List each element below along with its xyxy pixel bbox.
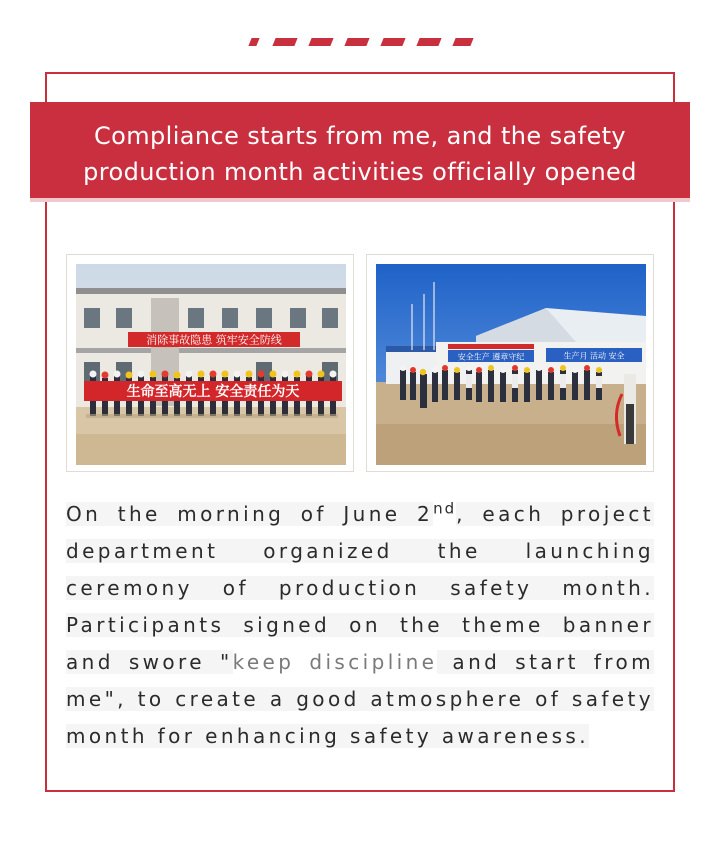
article-part-2: , each project department organized the launching ceremony of production safety month. Participants signed on the theme banner and swore " bbox=[66, 502, 654, 674]
article-part-3: and start from me", to create a good atmosphere of safety month for enhancing safety awareness. bbox=[66, 650, 655, 748]
article-quote-accent: keep discipline bbox=[232, 650, 438, 674]
photo-2-sign-right: 生产月 活动 安全 bbox=[563, 351, 625, 361]
article-body bbox=[66, 496, 654, 755]
photo-1-image bbox=[76, 264, 346, 465]
photo-2-image bbox=[376, 264, 646, 465]
title-banner bbox=[30, 102, 690, 198]
article-part-1: On the morning of June 2 bbox=[66, 502, 434, 526]
photo-crowd-ceremony bbox=[366, 254, 654, 472]
title-line-1: Compliance starts from me, and the safety bbox=[93, 122, 627, 150]
title-banner-shadow bbox=[30, 198, 690, 202]
date-ordinal-suffix: nd bbox=[433, 499, 457, 518]
photo-1-lower-banner-text: 生命至高无上 安全责任为天 bbox=[126, 384, 300, 400]
photo-2-sign-left: 安全生产 遵章守纪 bbox=[457, 352, 525, 362]
photo-building-banners bbox=[66, 254, 354, 472]
photo-1-upper-banner-text: 消除事故隐患 筑牢安全防线 bbox=[146, 333, 282, 347]
title-line-2: production month activities officially opened bbox=[83, 158, 637, 186]
top-dash-ornament bbox=[247, 38, 473, 47]
